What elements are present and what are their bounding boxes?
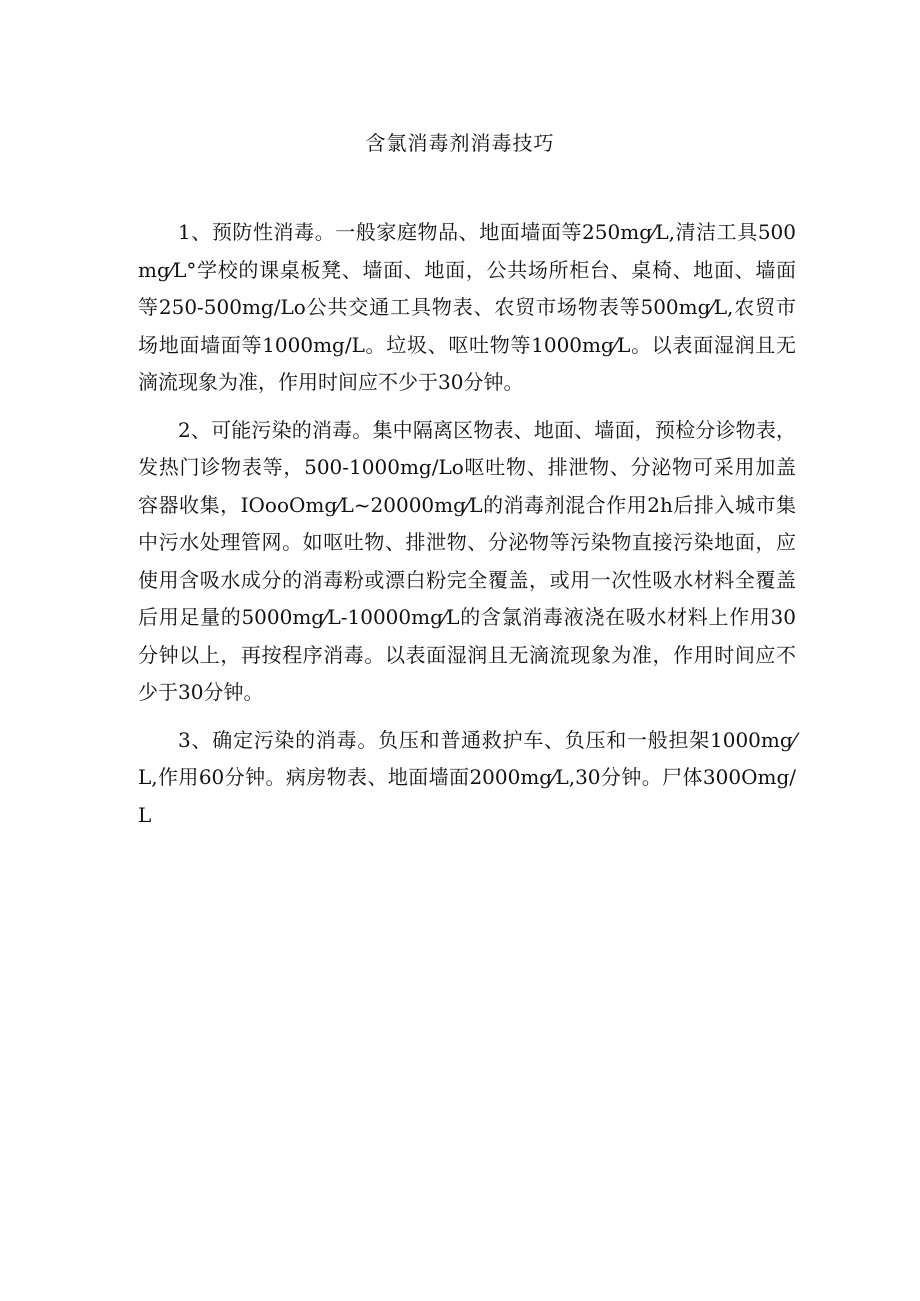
document-title: 含氯消毒剂消毒技巧 [365,131,555,155]
paragraph-possible-contamination: 2、可能污染的消毒。集中隔离区物表、地面、墙面，预检分诊物表，发热门诊物表等，500-1000mg/Lo呕吐物、排泄物、分泌物可采用加盖容器收集，IOooOmg⁄L~20000mg⁄L的消毒剂混合作用2h后排入城市集中污水处理管网。如呕吐物、排泄物、分泌物等污染物直接污染地面，应使用含吸水成分的消毒粉或漂白粉完全覆盖，或用一次性吸水材料全覆盖后用足量的5000mg⁄L-10000mg⁄L的含氯消毒液浇在吸水材料上作用30分钟以上，再按程序消毒。以表面湿润且无滴流现象为准，作用时间应不少于30分钟。 [138,417,796,704]
paragraph-preventive-disinfection: 1、预防性消毒。一般家庭物品、地面墙面等250mg⁄L,清洁工具500mg⁄L°学校的课桌板凳、墙面、地面，公共场所柜台、桌椅、地面、墙面等250-500mg/Lo公共交通工具物表、农贸市场物表等500mg⁄L,农贸市场地面墙面等1000mg/L。垃圾、呕吐物等1000mg⁄L。以表面湿润且无滴流现象为准，作用时间应不少于30分钟。 [138,220,796,394]
paragraph-confirmed-contamination: 3、确定污染的消毒。负压和普通救护车、负压和一般担架1000mg⁄L,作用60分钟。病房物表、地面墙面2000mg⁄L,30分钟。尸体300Omg/L [138,727,796,827]
document-body [138,214,796,844]
